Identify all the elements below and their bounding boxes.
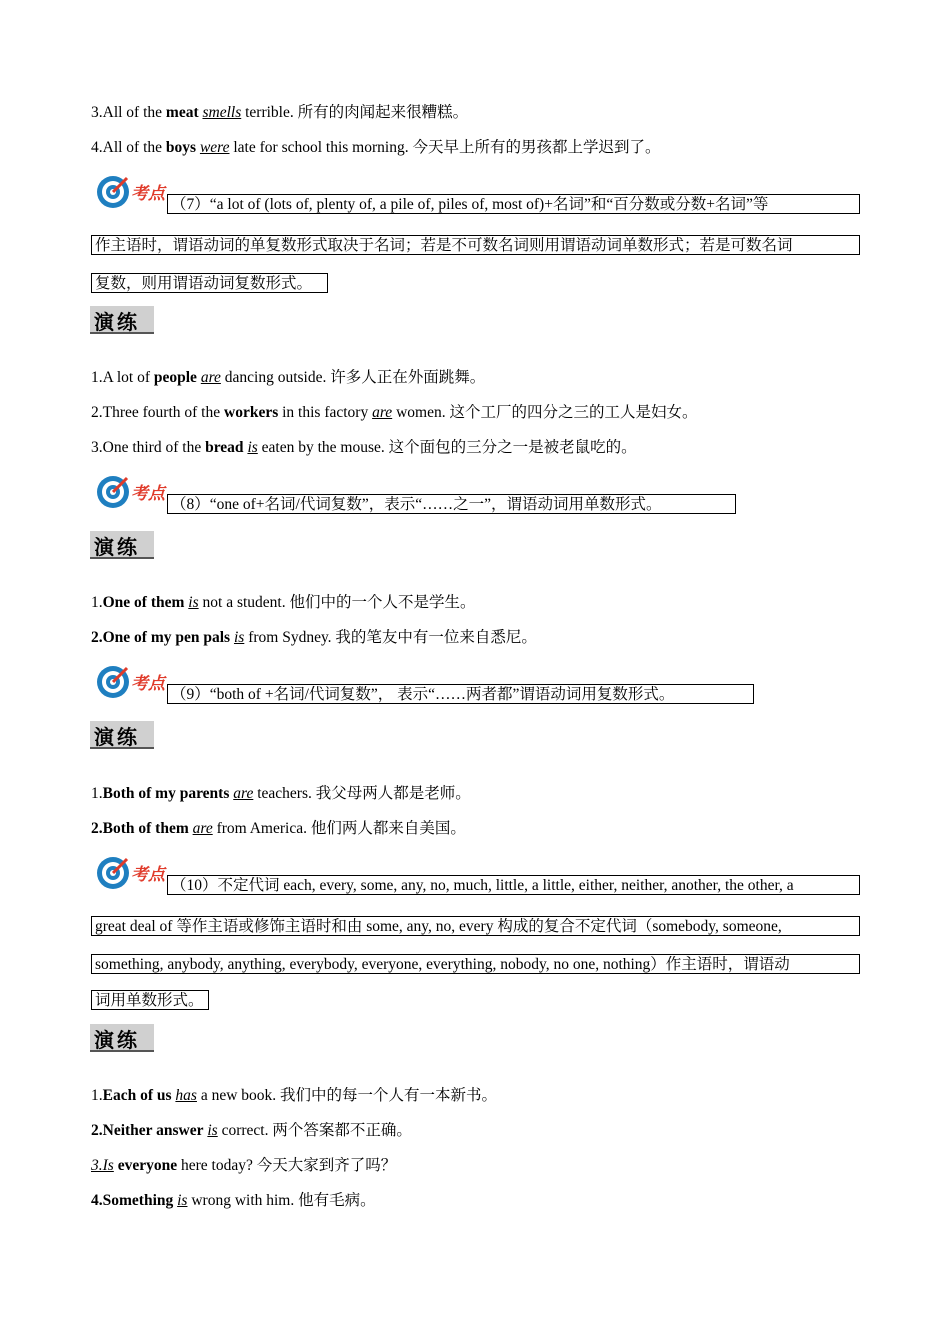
rule-box: great deal of 等作主语或修饰主语时和由 some, any, no, every 构成的复合不定代词（somebody, someone, <box>91 916 860 936</box>
rule-box: 作主语时，谓语动词的单复数形式取决于名词；若是不可数名词则用谓语动词单数形式；若是可数名词 <box>91 235 860 255</box>
example-sentence: 2.Three fourth of the workers in this factory are women. 这个工厂的四分之三的工人是妇女。 <box>91 404 698 421</box>
target-icon <box>95 474 167 510</box>
example-sentence: 1.A lot of people are dancing outside. 许多人正在外面跳舞。 <box>91 369 486 386</box>
practice-icon: 演练 <box>90 304 156 334</box>
practice-icon: 演练 <box>90 719 156 749</box>
target-icon <box>95 855 167 891</box>
example-sentence: 4.Something is wrong with him. 他有毛病。 <box>91 1192 376 1209</box>
example-sentence: 1.One of them is not a student. 他们中的一个人不是学生。 <box>91 594 476 611</box>
rule-box: （10）不定代词 each, every, some, any, no, much, little, a little, either, neither, another, the other, a <box>167 875 860 895</box>
kaodian-label: 考点 <box>131 184 165 204</box>
target-icon <box>95 174 167 210</box>
example-sentence: 2.Both of them are from America. 他们两人都来自美国。 <box>91 820 466 837</box>
rule-box: 复数，则用谓语动词复数形式。 <box>91 273 328 293</box>
rule-box: something, anybody, anything, everybody, everyone, everything, nobody, no one, nothing）作主语时，谓语动 <box>91 954 860 974</box>
example-sentence: 2.One of my pen pals is from Sydney. 我的笔友中有一位来自悉尼。 <box>91 629 537 646</box>
kaodian-label: 考点 <box>131 674 165 694</box>
practice-icon: 演练 <box>90 529 156 559</box>
kaodian-label: 考点 <box>131 865 165 885</box>
rule-box: （9）“both of +名词/代词复数”， 表示“……两者都”谓语动词用复数形式。 <box>167 684 754 704</box>
example-sentence: 3.Is everyone here today? 今天大家到齐了吗？ <box>91 1157 397 1174</box>
example-sentence: 1.Both of my parents are teachers. 我父母两人都是老师。 <box>91 785 471 802</box>
example-sentence: 3.All of the meat smells terrible. 所有的肉闻起来很糟糕。 <box>91 104 469 121</box>
example-sentence: 2.Neither answer is correct. 两个答案都不正确。 <box>91 1122 412 1139</box>
example-sentence: 1.Each of us has a new book. 我们中的每一个人有一本新书。 <box>91 1087 498 1104</box>
practice-icon: 演练 <box>90 1022 156 1052</box>
example-sentence: 4.All of the boys were late for school this morning. 今天早上所有的男孩都上学迟到了。 <box>91 139 661 156</box>
target-icon <box>95 664 167 700</box>
rule-box: （8）“one of+名词/代词复数”，表示“……之一”，谓语动词用单数形式。 <box>167 494 736 514</box>
example-sentence: 3.One third of the bread is eaten by the mouse. 这个面包的三分之一是被老鼠吃的。 <box>91 439 637 456</box>
kaodian-label: 考点 <box>131 484 165 504</box>
rule-box: 词用单数形式。 <box>91 990 209 1010</box>
rule-box: （7）“a lot of (lots of, plenty of, a pile of, piles of, most of)+名词”和“百分数或分数+名词”等 <box>167 194 860 214</box>
